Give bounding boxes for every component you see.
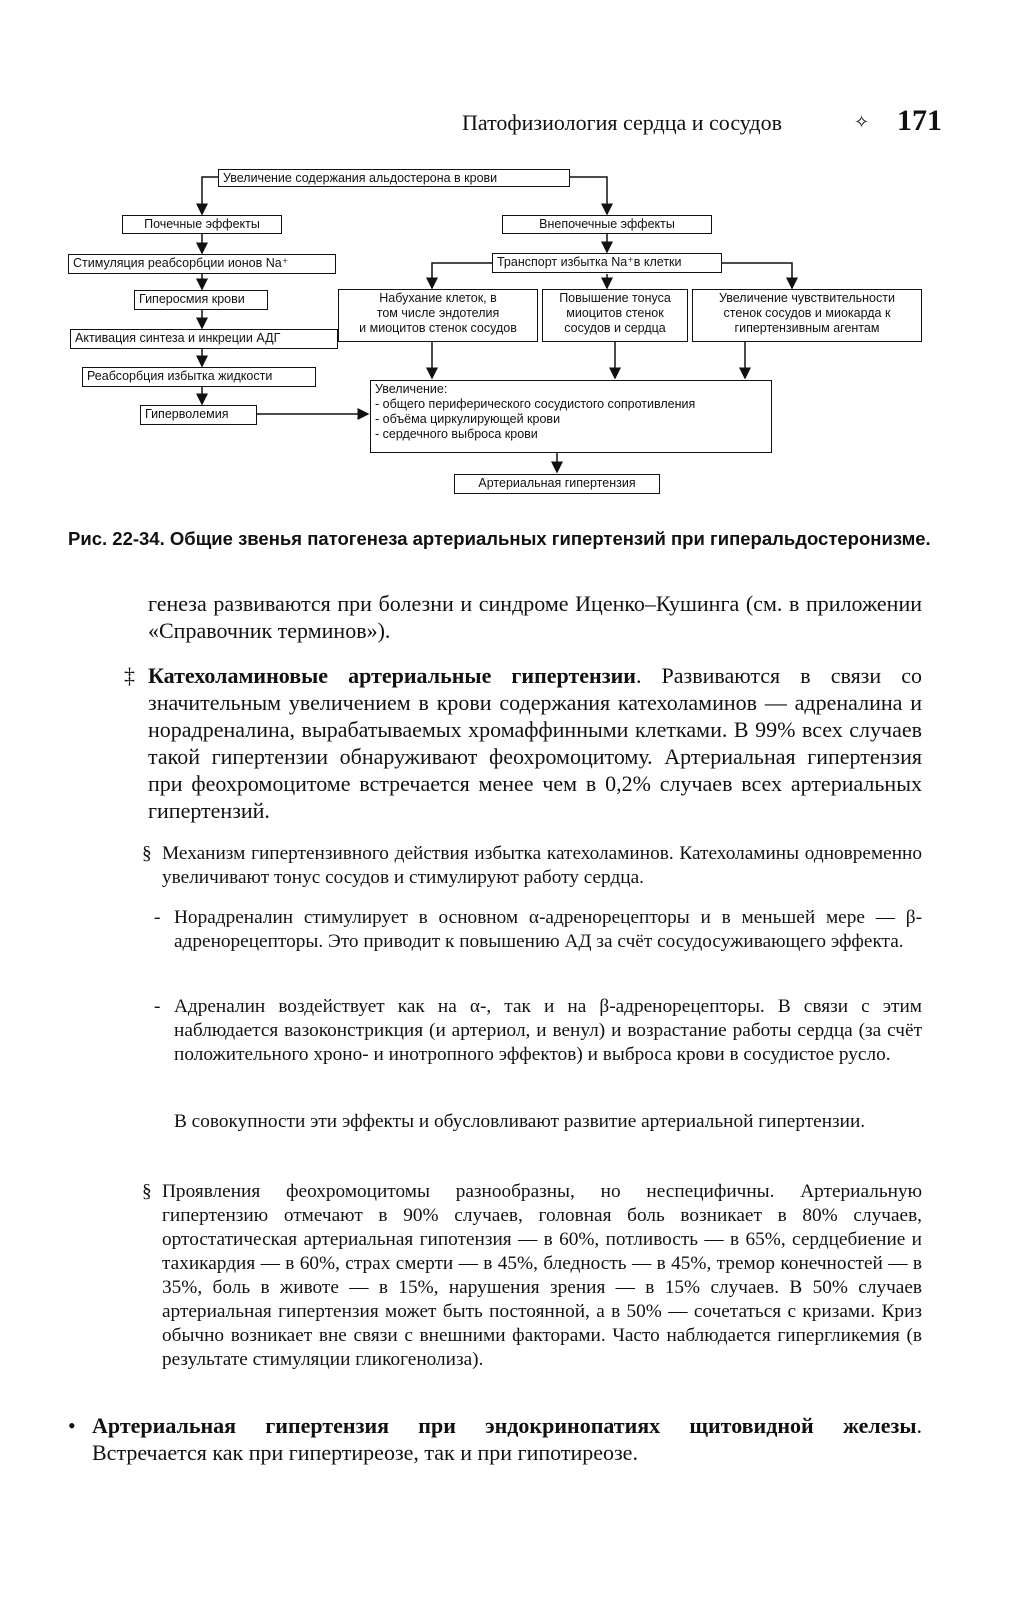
diagram-node-na-transport: Транспорт избытка Na⁺в клетки (492, 253, 722, 273)
adrenaline-text: Адреналин воздействует как на α-, так и на β-адренорецепторы. В связи с этим наблюдается вазоконстрикция (и артериол, и венул) и возрастание работы сердца (за счёт положительного хроно- и инотропного эффектов) и выброса крови в сосудистое русло. (174, 996, 922, 1065)
paragraph-cushing: генеза развиваются при болезни и синдроме Иценко–Кушинга (см. в приложении «Справочник терминов»). (148, 591, 922, 643)
double-dagger-icon: ‡ (124, 663, 135, 688)
increase-line-3: - объёма циркулирующей крови (375, 412, 561, 426)
diagram-node-adh: Активация синтеза и инкреции АДГ (70, 329, 338, 349)
diagram-node-result: Артериальная гипертензия (454, 474, 660, 494)
mechanism-text: Механизм гипертензивного действия избытка катехоламинов. Катехоламины одновременно увеличивают тонус сосудов и стимулируют работу сердца. (162, 843, 922, 888)
diagram-node-hypervolemia: Гиперволемия (140, 405, 257, 425)
diagram-node-sensitivity (692, 289, 922, 342)
diagram-node-fluid: Реабсорбция избытка жидкости (82, 367, 316, 387)
tone-line-2: миоцитов стенок (566, 306, 664, 320)
tone-line-1: Повышение тонуса (559, 291, 671, 305)
swelling-line-2: том числе эндотелия (376, 306, 500, 320)
manifestations-text: Проявления феохромоцитомы разнообразны, но неспецифичны. Артериальную гипертензию отмечают в 90% случаев, головная боль возникает в 80% случаев, ортостатическая артериальная гипотензия — в 60%, потливость — в 65%, сердцебиение и тахикардия — в 60%, страх смерти — в 45%, бледность — в 45%, тремор конечностей — в 35%, боль в животе — в 15%, нарушения зрения — в 15% случаев. В 50% случаев артериальная гипертензия может быть постоянной, а в 50% — сочетаться с кризами. Криз обычно возникает вне связи с внешними факторами. Часто наблюдается гипергликемия (в результате стимуляции гликогенолиза). (162, 1181, 922, 1370)
dash-marker: - (154, 907, 161, 928)
increase-line-1: Увеличение: (375, 382, 448, 396)
section-sign-icon: § (142, 1181, 152, 1202)
heading-thyroid: Артериальная гипертензия при эндокринопатиях щитовидной железы (92, 1413, 917, 1438)
diagram-node-swelling (338, 289, 538, 342)
running-head-title: Патофизиология сердца и сосудов (462, 110, 782, 135)
page-number: 171 (897, 104, 942, 137)
heading-catecholamine: Катехоламиновые артериальные гипертензии (148, 663, 636, 688)
pathogenesis-diagram (62, 168, 962, 508)
figure-caption: Рис. 22-34. Общие звенья патогенеза артериальных гипертензий при гиперальдостеронизме. (68, 528, 931, 549)
paragraph-catecholamine (124, 662, 922, 824)
diagram-node-hyperosmia: Гиперосмия крови (134, 290, 268, 310)
noradrenaline-text: Норадреналин стимулирует в основном α-адренорецепторы и в меньшей мере — β-адренорецепторы. Это приводит к повышению АД за счёт сосудосуживающего эффекта. (174, 907, 922, 952)
paragraph-manifestations (142, 1180, 922, 1372)
sensitivity-line-2: стенок сосудов и миокарда к (723, 306, 891, 320)
tone-line-3: сосудов и сердца (564, 321, 666, 335)
swelling-line-3: и миоцитов стенок сосудов (359, 321, 517, 335)
diagram-node-renal: Почечные эффекты (122, 215, 282, 234)
diagram-node-extrarenal: Внепочечные эффекты (502, 215, 712, 234)
dash-marker: - (154, 996, 161, 1017)
diagram-node-aldosterone: Увеличение содержания альдостерона в крови (218, 169, 570, 187)
sensitivity-line-1: Увеличение чувствительности (719, 291, 895, 305)
bullet-icon: • (68, 1413, 76, 1438)
increase-line-2: - общего периферического сосудистого сопротивления (375, 397, 696, 411)
sensitivity-line-3: гипертензивным агентам (734, 321, 880, 335)
list-item-noradrenaline (154, 906, 922, 954)
increase-line-4: - сердечного выброса крови (375, 427, 538, 441)
swelling-line-1: Набухание клеток, в (379, 291, 497, 305)
thyroid-text: . Встречается как при гипертиреозе, так и при гипотиреозе. (92, 1413, 922, 1465)
catecholamine-text: . Развиваются в связи со значительным увеличением в крови содержания катехоламинов — адреналина и норадреналина, вырабатываемых хромаффинными клетками. В 99% всех случаев такой гипертензии обнаруживают феохромоцитому. Артериальная гипертензия при феохромоцитоме встречается менее чем в 0,2% случаев всех артериальных гипертензий. (148, 663, 922, 823)
list-item-adrenaline (154, 995, 922, 1067)
diagram-node-na-reabsorption: Стимуляция реабсорбции ионов Na⁺ (68, 254, 336, 274)
diamond-icon: ✧ (854, 112, 870, 132)
paragraph-summary: В совокупности эти эффекты и обусловливают развитие артериальной гипертензии. (174, 1111, 866, 1132)
paragraph-thyroid (68, 1412, 922, 1466)
diagram-node-increase (370, 380, 772, 453)
diagram-node-tone (542, 289, 688, 342)
running-head (462, 104, 942, 144)
section-sign-icon: § (142, 843, 152, 864)
paragraph-mechanism (142, 842, 922, 890)
